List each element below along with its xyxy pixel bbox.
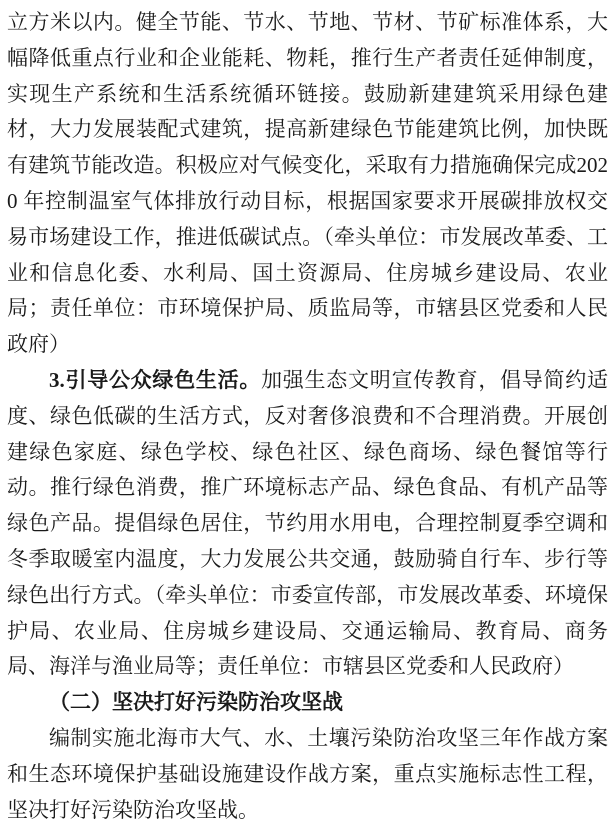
section-heading-text: （二）坚决打好污染防治攻坚战	[49, 690, 343, 715]
paragraph-text: 立方米以内。健全节能、节水、节地、节材、节矿标准体系，大幅降低重点行业和企业能耗、物耗，推行生产者责任延伸制度，实现生产系统和生活系统循环链接。鼓励新建建筑采用绿色建材，大力发展装配式建筑，提高新建绿色节能建筑比例，加快既有建筑节能改造。积极应对气候变化，采取有力措施确保完成2020 年控制温室气体排放行动目标，根据国家要求开展碳排放权交易市场建设工作，推进低碳试点。（牵头单位：市发展改革委、工业和信息化委、水利局、国土资源局、住房城乡建设局、农业局；责任单位：市环境保护局、质监局等，市辖县区党委和人民政府）	[7, 10, 608, 357]
paragraph-text: 加强生态文明宣传教育，倡导简约适度、绿色低碳的生活方式，反对奢侈浪费和不合理消费。开展创建绿色家庭、绿色学校、绿色社区、绿色商场、绿色餐馆等行动。推行绿色消费，推广环境标志产品、绿色食品、有机产品等绿色产品。提倡绿色居住，节约用水用电，合理控制夏季空调和冬季取暖室内温度，大力发展公共交通，鼓励骑自行车、步行等绿色出行方式。（牵头单位：市委宣传部，市发展改革委、环境保护局、农业局、住房城乡建设局、交通运输局、教育局、商务局、海洋与渔业局等；责任单位：市辖县区党委和人民政府）	[7, 367, 609, 679]
paragraph-text: 编制实施北海市大气、水、土壤污染防治攻坚三年作战方案和生态环境保护基础设施建设作战方案，重点实施标志性工程，坚决打好污染防治攻坚战。	[7, 725, 608, 822]
paragraph-lead-bold: 3.引导公众绿色生活。	[49, 367, 262, 392]
section-heading	[7, 685, 608, 721]
paragraph-pollution-battle	[7, 721, 608, 828]
paragraph-green-life	[7, 363, 608, 685]
paragraph-continuation	[7, 5, 608, 363]
